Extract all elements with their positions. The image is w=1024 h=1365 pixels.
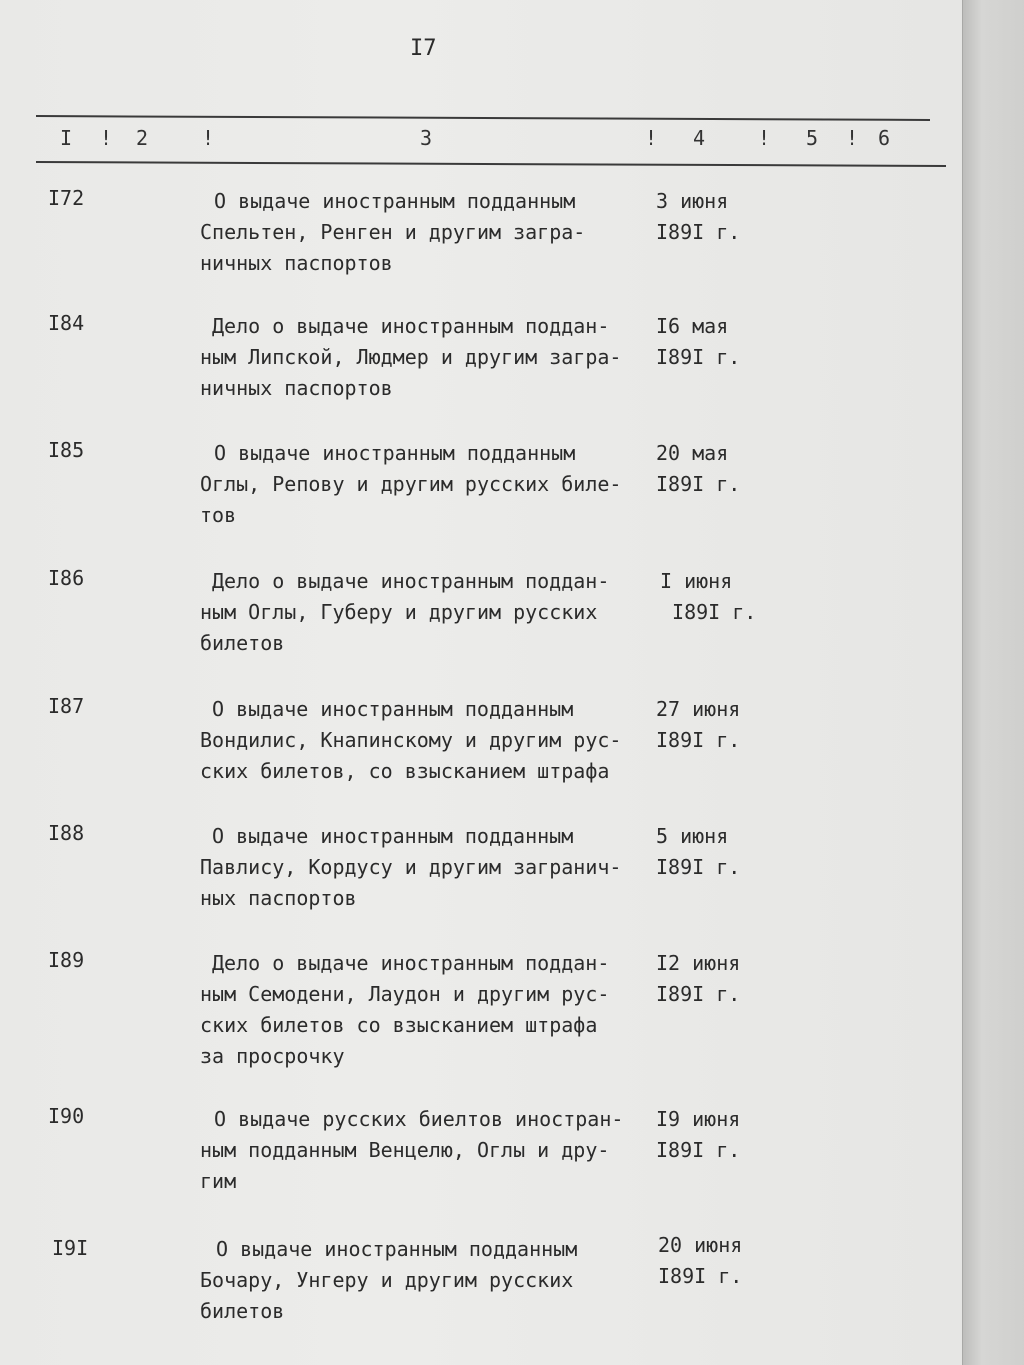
column-header-1: I — [60, 126, 73, 150]
entry-number: I89 — [48, 948, 85, 972]
entry-title: О выдаче иностранным подданным Спельтен, Ренген и другим загра- ничных паспортов — [200, 189, 586, 275]
column-header-3: 3 — [420, 126, 433, 150]
column-header-5: 5 — [806, 126, 819, 150]
entry-number: I72 — [48, 186, 85, 210]
column-header-4: 4 — [693, 126, 706, 150]
entry-date: 5 июня I89I г. — [656, 824, 741, 879]
entry-title: О выдаче иностранным подданным Бочару, Унгеру и другим русских билетов — [200, 1237, 578, 1323]
adjacent-page-edge — [962, 0, 1024, 1365]
column-header-6: 6 — [878, 126, 891, 150]
column-separator: ! — [645, 126, 658, 150]
entry-title: О выдаче иностранным подданным Оглы, Репову и другим русских биле- тов — [200, 441, 622, 527]
column-header-2: 2 — [136, 126, 149, 150]
entry-number: I85 — [48, 438, 85, 462]
column-separator: ! — [758, 126, 771, 150]
column-separator: ! — [100, 126, 113, 150]
entry-date: I2 июня I89I г. — [656, 951, 741, 1006]
entry-title: О выдаче русских биелтов иностран- ным подданным Венцелю, Оглы и дру- гим — [200, 1107, 624, 1193]
entry-date: 3 июня I89I г. — [656, 189, 741, 244]
header-rule-bottom — [36, 161, 946, 167]
entry-date: I9 июня I89I г. — [656, 1107, 741, 1162]
entry-number: I87 — [48, 694, 85, 718]
page-number: I7 — [410, 36, 437, 61]
entry-number: I84 — [48, 311, 85, 335]
entry-title: Дело о выдаче иностранным поддан- ным Липской, Людмер и другим загра- ничных паспортов — [200, 314, 622, 400]
entry-date: I6 мая I89I г. — [656, 314, 741, 369]
entry-title: О выдаче иностранным подданным Павлису, Кордусу и другим загранич- ных паспортов — [200, 824, 622, 910]
entry-date: 27 июня I89I г. — [656, 697, 741, 752]
header-rule-top — [36, 115, 930, 121]
column-separator: ! — [846, 126, 859, 150]
entry-title: Дело о выдаче иностранным поддан- ным Оглы, Губеру и другим русских билетов — [200, 569, 610, 655]
entry-number: I90 — [48, 1104, 85, 1128]
entry-title: Дело о выдаче иностранным поддан- ным Семодени, Лаудон и другим рус- ских билетов со взысканием штрафа за просрочку — [200, 951, 610, 1068]
entry-number: I86 — [48, 566, 85, 590]
entry-title: О выдаче иностранным подданным Вондилис, Кнапинскому и другим рус- ских билетов, со взысканием штрафа — [200, 697, 622, 783]
entry-date: I июня I89I г. — [660, 569, 757, 624]
entry-number: I9I — [52, 1236, 89, 1260]
column-separator: ! — [202, 126, 215, 150]
entry-number: I88 — [48, 821, 85, 845]
entry-date: 20 июня I89I г. — [658, 1233, 743, 1288]
entry-date: 20 мая I89I г. — [656, 441, 741, 496]
